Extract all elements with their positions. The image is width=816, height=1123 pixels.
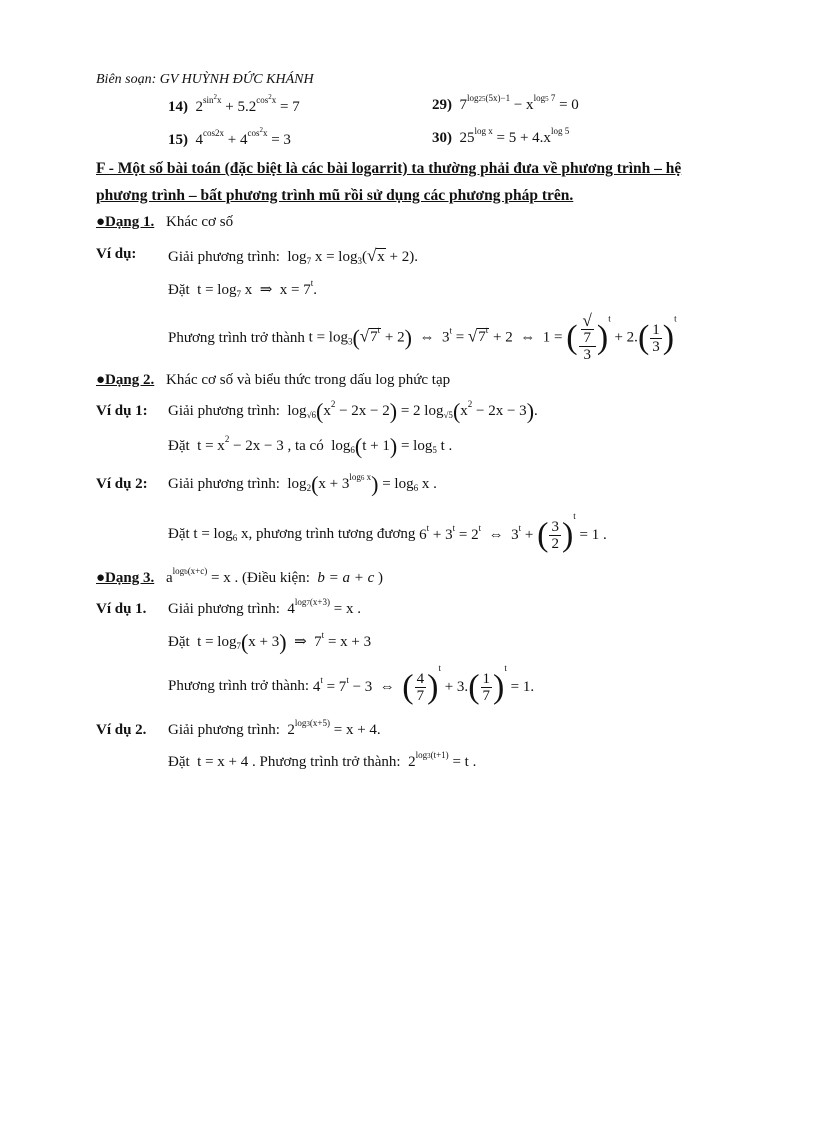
section-f-line2: phương trình – bất phương trình mũ rồi sử dụng các phương pháp trên. — [96, 187, 574, 204]
dang3-vd1-dat-line — [168, 629, 372, 655]
dang1-substitution: $t = \log_7 x$ ⇒ $x = 7^t$. — [193, 278, 318, 299]
exercise-15-formula: $4^{cos2x} + 4^{cos^2x} = 3$ — [191, 126, 291, 148]
dang1-title: Khác cơ số — [166, 214, 234, 230]
dang3-vd2-label: Ví dụ 2. — [96, 722, 147, 738]
dang2-vd1-line — [168, 398, 538, 424]
section-f-line1: F - Một số bài toán (đặc biệt là các bài logarrit) ta thường phải đưa về phương trình – hệ — [96, 160, 682, 177]
dang3-vd2-substitution: t = x + 4 — [193, 754, 249, 770]
dang2-vd2-tuongduong: , phương trình tương đương — [248, 525, 416, 542]
dang2-vd2-result: $6^t + 3^t = 2^t$ ⇔ $3^t$ + ( $\frac{3}{2}$ )$^t$ = 1 . — [415, 510, 607, 554]
exercise-15-number: 15) — [168, 132, 188, 148]
dang3-vd2-dat: Đặt — [168, 754, 190, 770]
dang1-dat-text: Đặt — [168, 282, 190, 298]
dang1-vidu-line — [168, 246, 418, 266]
dang3-vd1-result-line — [168, 664, 534, 708]
dang3-vd2-line — [168, 718, 381, 739]
dang2-vd2-substitution: $t = \log_6 x$ — [189, 525, 249, 543]
exercise-29-number: 29) — [432, 97, 452, 113]
dang2-heading — [96, 372, 450, 389]
dang2-vd1-substitution: $t = x^2 - 2x - 3$ — [193, 434, 284, 454]
exercise-14-formula: $2^{sin^2x} + 5.2^{cos^2x} = 7$ — [191, 93, 300, 115]
dang3-vd1-pt: Phương trình trở thành: — [168, 677, 310, 694]
dang3-vd1-solve: Giải phương trình: — [168, 601, 280, 617]
dang1-dat-line — [168, 280, 317, 299]
dang2-vd2-equation: $\log_2(x + 3^{log6 x}) = \log_6 x$ . — [283, 471, 437, 497]
dang3-dieukien: . (Điều kiện: — [234, 570, 310, 586]
dang1-equation: $\log_7 x = \log_3(√x + 2)$. — [283, 246, 419, 266]
dang3-close-paren: ) — [378, 570, 384, 586]
dang2-label: ●Dạng 2. — [96, 372, 155, 388]
dang3-vd2-dat-line — [168, 750, 477, 771]
dang1-result-line — [168, 313, 677, 363]
author-line: Biên soạn: GV HUỲNH ĐỨC KHÁNH — [96, 72, 314, 87]
exercise-15 — [168, 126, 291, 149]
dang3-vd2-result: $2^{log3(t+1)} = t$ . — [404, 750, 477, 770]
exercise-14-number: 14) — [168, 99, 188, 115]
dang2-vd1-solve: Giải phương trình: — [168, 403, 280, 419]
dang3-vd2-solve: Giải phương trình: — [168, 722, 280, 738]
dang2-vd2-solve: Giải phương trình: — [168, 476, 280, 492]
exercise-30-formula: $25^{log x} = 5 + 4.x^{log 5}$ — [455, 126, 570, 146]
dang3-formula: $a^{logb(x+c)} = x$ — [166, 566, 231, 586]
dang2-vd2-dat: Đặt — [168, 525, 190, 542]
dang1-result-equation: $t = \log_3(√7^t + 2)$ ⇔ $3^t = √7^t + 2$ ⇔ 1 = ( √ 7 3 )$^t$ + 2.( $\frac{1}{3}$ )$^t$ — [304, 311, 677, 363]
dang2-vd1-dat-line — [168, 433, 453, 459]
dang3-heading — [96, 566, 384, 587]
dang2-vd1-label: Ví dụ 1: — [96, 403, 148, 419]
exercise-29 — [432, 93, 579, 114]
dang3-condition: b = a + c — [313, 570, 375, 586]
dang3-vd1-substitution: $t = \log_7(x + 3)$ ⇒ $7^t = x + 3$ — [193, 629, 372, 655]
dang3-vd2-equation: $2^{log3(x+5)} = x + 4$. — [283, 718, 381, 738]
dang3-vd2-pt: . Phương trình trở thành: — [252, 754, 401, 770]
dang2-vd1-equation: $\log_{√6}(x^2 - 2x - 2) = 2$ $\log_{√5}(x^2 - 2x - 3)$. — [283, 398, 538, 424]
dang2-title: Khác cơ số và biểu thức trong dấu log phức tạp — [166, 372, 451, 388]
exercise-14 — [168, 93, 300, 116]
dang2-vd2-dat-line — [168, 512, 607, 556]
dang2-vd1-result: $\log_6(t + 1) = \log_5 t$ . — [327, 433, 453, 459]
dang1-vidu-label: Ví dụ: — [96, 246, 137, 262]
dang1-label: ●Dạng 1. — [96, 214, 155, 230]
dang1-solve-text: Giải phương trình: — [168, 249, 280, 265]
dang3-vd1-label: Ví dụ 1. — [96, 601, 147, 617]
dang1-pt-text: Phương trình trở thành — [168, 329, 305, 346]
dang2-vd1-dat: Đặt — [168, 438, 190, 454]
dang3-vd1-line — [168, 597, 361, 618]
dang3-vd1-result: $4^t = 7^t - 3$ ⇔ ( $\frac{4}{7}$ )$^t$ + 3.( $\frac{1}{7}$ )$^t$ = 1. — [309, 662, 535, 706]
exercise-30 — [432, 126, 570, 147]
dang1-heading — [96, 214, 233, 231]
exercise-30-number: 30) — [432, 130, 452, 146]
dang2-vd1-taco: , ta có — [287, 438, 324, 454]
dang3-vd1-equation: $4^{log7(x+3)} = x$ . — [283, 597, 361, 617]
exercise-29-formula: $7^{log25(5x)-1} - x^{log5 7} = 0$ — [455, 93, 579, 113]
dang2-vd2-line — [168, 471, 437, 497]
dang3-vd1-dat: Đặt — [168, 634, 190, 650]
dang2-vd2-label: Ví dụ 2: — [96, 476, 148, 492]
dang3-label: ●Dạng 3. — [96, 570, 155, 586]
